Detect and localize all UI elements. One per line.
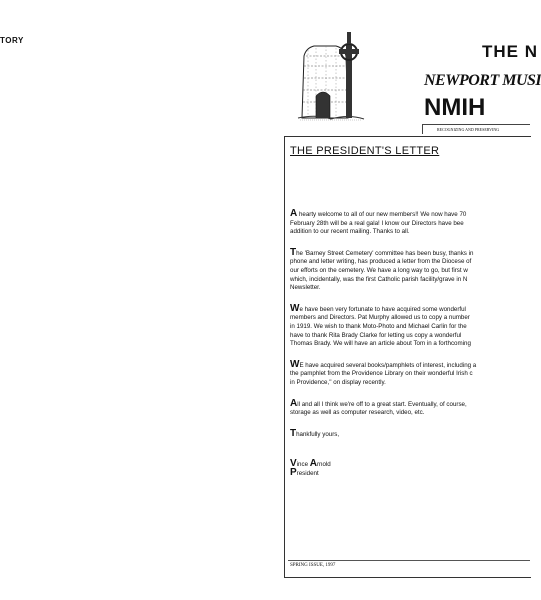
paragraph-signoff: Thankfully yours,	[290, 427, 340, 439]
masthead-title: THE N	[482, 42, 538, 61]
letter-body	[290, 208, 530, 478]
masthead-acronym: NMIH	[424, 94, 486, 121]
paragraph-welcome: A hearty welcome to all of our new members!! We now have 70 February 28th will be a real gala! I know our Directors have bee addition to our recent mailing. Thanks to all.	[290, 208, 467, 236]
paragraph-books: WE have acquired several books/pamphlets of interest, including a the pamphlet from the Providence Library on their wonderful Irish c in Providence,'' on display recently.	[290, 358, 477, 386]
round-tower-illustration	[296, 26, 366, 122]
paragraph-acquisitions: We have been very fortunate to have acquired some wonderful members and Directors. Pat Murphy allowed us to copy a number in 1919. We wish to thank Moto-Photo and Michael Carlin for the have to thank Rita Brady Clarke for letting us copy a wonderful Thomas Brady. We will have an article about Tom in a forthcoming	[290, 302, 471, 348]
section-title: THE PRESIDENT'S LETTER	[290, 145, 440, 157]
drop-cap: W	[290, 302, 300, 314]
previous-page-fragment: TORY	[0, 36, 24, 45]
issue-footer: SPRING ISSUE, 1997	[290, 563, 336, 568]
signature-title: President	[290, 466, 319, 478]
drop-cap: T	[290, 246, 297, 258]
signature-block	[290, 458, 530, 478]
drop-cap: W	[290, 358, 300, 370]
drop-cap: A	[290, 397, 298, 409]
masthead-subtitle: NEWPORT MUSI	[424, 72, 541, 89]
drop-cap: A	[290, 208, 298, 219]
drop-cap: T	[290, 427, 297, 439]
footer-divider	[288, 560, 530, 561]
paragraph-cemetery: The 'Barney Street Cemetery' committee has been busy, thanks in phone and letter writing, has produced a letter from the Diocese of our efforts on the cemetery. We have a long way to go, but first w which, incidentally, was the first Catholic parish facility/grave in N Newsletter.	[290, 246, 474, 292]
paragraph-closing: All and all I think we're off to a great start. Eventually, of course, storage as well as computer research, video, etc.	[290, 397, 467, 417]
masthead-tagline: RECOGNIZING AND PRESERVING	[422, 124, 530, 134]
signature-name: Vince Arnold	[290, 458, 331, 470]
